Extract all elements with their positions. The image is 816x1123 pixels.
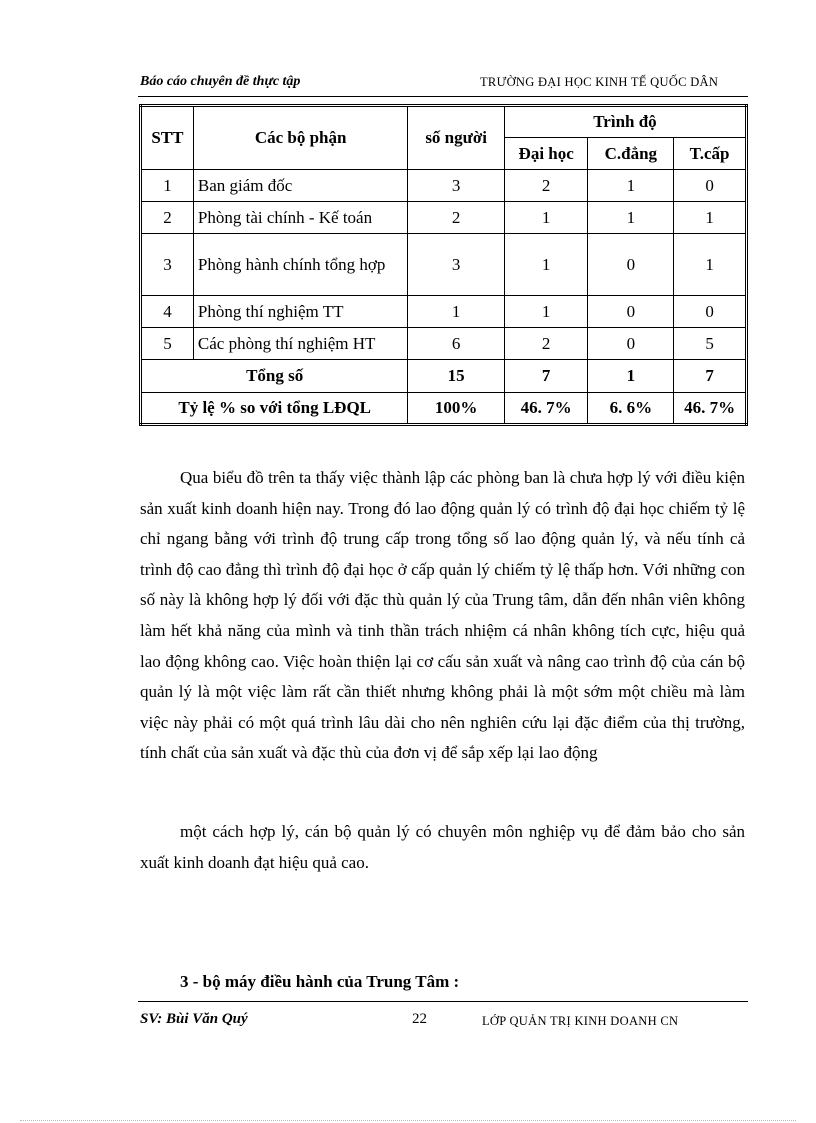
cell-stt: 1 xyxy=(141,170,194,202)
staff-qualification-table xyxy=(139,104,748,426)
cell-vocational: 5 xyxy=(674,328,747,360)
page-bottom-border xyxy=(20,1120,796,1121)
cell-ratio-college: 6. 6% xyxy=(588,393,674,425)
cell-total-label: Tổng số xyxy=(141,360,408,393)
cell-university: 1 xyxy=(504,296,588,328)
header-report-title: Báo cáo chuyên đề thực tập xyxy=(140,74,301,89)
header-headcount: số người xyxy=(408,106,505,170)
body-paragraph-conclusion: một cách hợp lý, cán bộ quản lý có chuyên môn nghiệp vụ để đảm bảo cho sản xuất kinh doanh đạt hiệu quả cao. xyxy=(140,822,745,872)
cell-vocational: 0 xyxy=(674,170,747,202)
cell-college: 0 xyxy=(588,234,674,296)
cell-department: Các phòng thí nghiệm HT xyxy=(193,328,407,360)
table-ratio-row xyxy=(141,393,747,425)
cell-stt: 4 xyxy=(141,296,194,328)
cell-headcount: 3 xyxy=(408,170,505,202)
cell-university: 1 xyxy=(504,234,588,296)
cell-ratio-vocational: 46. 7% xyxy=(674,393,747,425)
cell-vocational: 0 xyxy=(674,296,747,328)
table-header-row xyxy=(141,106,747,138)
cell-university: 1 xyxy=(504,202,588,234)
table-row xyxy=(141,170,747,202)
footer-page-number: 22 xyxy=(412,1011,427,1027)
cell-university: 2 xyxy=(504,328,588,360)
cell-stt: 3 xyxy=(141,234,194,296)
cell-department: Phòng tài chính - Kế toán xyxy=(193,202,407,234)
header-divider xyxy=(138,96,748,97)
cell-headcount: 6 xyxy=(408,328,505,360)
cell-ratio-headcount: 100% xyxy=(408,393,505,425)
cell-headcount: 2 xyxy=(408,202,505,234)
section-heading: 3 - bộ máy điều hành của Trung Tâm : xyxy=(180,972,460,991)
header-qualification: Trình độ xyxy=(504,106,746,138)
cell-university: 2 xyxy=(504,170,588,202)
cell-vocational: 1 xyxy=(674,234,747,296)
table-row xyxy=(141,296,747,328)
cell-ratio-university: 46. 7% xyxy=(504,393,588,425)
table-row xyxy=(141,234,747,296)
cell-total-vocational: 7 xyxy=(674,360,747,393)
cell-department: Phòng thí nghiệm TT xyxy=(193,296,407,328)
cell-stt: 5 xyxy=(141,328,194,360)
cell-stt: 2 xyxy=(141,202,194,234)
header-department: Các bộ phận xyxy=(193,106,407,170)
table-row xyxy=(141,202,747,234)
header-vocational-degree: T.cấp xyxy=(674,138,747,170)
cell-headcount: 3 xyxy=(408,234,505,296)
cell-college: 0 xyxy=(588,328,674,360)
cell-headcount: 1 xyxy=(408,296,505,328)
cell-college: 1 xyxy=(588,170,674,202)
cell-total-headcount: 15 xyxy=(408,360,505,393)
header-university-degree: Đại học xyxy=(504,138,588,170)
header-college-degree: C.đẳng xyxy=(588,138,674,170)
cell-department: Phòng hành chính tổng hợp xyxy=(193,234,407,296)
cell-total-college: 1 xyxy=(588,360,674,393)
cell-vocational: 1 xyxy=(674,202,747,234)
header-university: TRƯỜNG ĐẠI HỌC KINH TẾ QUỐC DÂN xyxy=(480,75,719,89)
footer-divider xyxy=(138,1001,748,1002)
header-stt: STT xyxy=(141,106,194,170)
cell-college: 0 xyxy=(588,296,674,328)
cell-department: Ban giám đốc xyxy=(193,170,407,202)
footer-student-name: SV: Bùi Văn Quý xyxy=(140,1011,248,1027)
table-total-row xyxy=(141,360,747,393)
cell-college: 1 xyxy=(588,202,674,234)
table-row xyxy=(141,328,747,360)
cell-total-university: 7 xyxy=(504,360,588,393)
footer-class-name: LỚP QUẢN TRỊ KINH DOANH CN xyxy=(482,1014,679,1028)
cell-ratio-label: Tỷ lệ % so với tổng LĐQL xyxy=(141,393,408,425)
body-paragraph-analysis: Qua biểu đồ trên ta thấy việc thành lập các phòng ban là chưa hợp lý với điều kiện sản xuất kinh doanh hiện nay. Trong đó lao động quản lý có trình độ đại học chiếm tỷ lệ chỉ ngang bằng với trình độ trung cấp trong tổng số lao động quản lý, và nếu tính cả trình độ cao đẳng thì trình độ đại học ở cấp quản lý chiếm tỷ lệ thấp hơn. Với những con số này là không hợp lý đối với đặc thù quản lý của Trung tâm, dẫn đến nhân viên không làm hết khả năng của mình và tinh thần trách nhiệm cá nhân không tích cực, hiệu quả lao động không cao. Việc hoàn thiện lại cơ cấu sản xuất và nâng cao trình độ của cán bộ quản lý là một việc làm rất cần thiết nhưng không phải là một sớm một chiều mà làm việc này phải có một quá trình lâu dài cho nên nghiên cứu lại đặc điểm của thị trường, tính chất của sản xuất và đặc thù của đơn vị để sắp xếp lại lao động xyxy=(140,468,745,763)
